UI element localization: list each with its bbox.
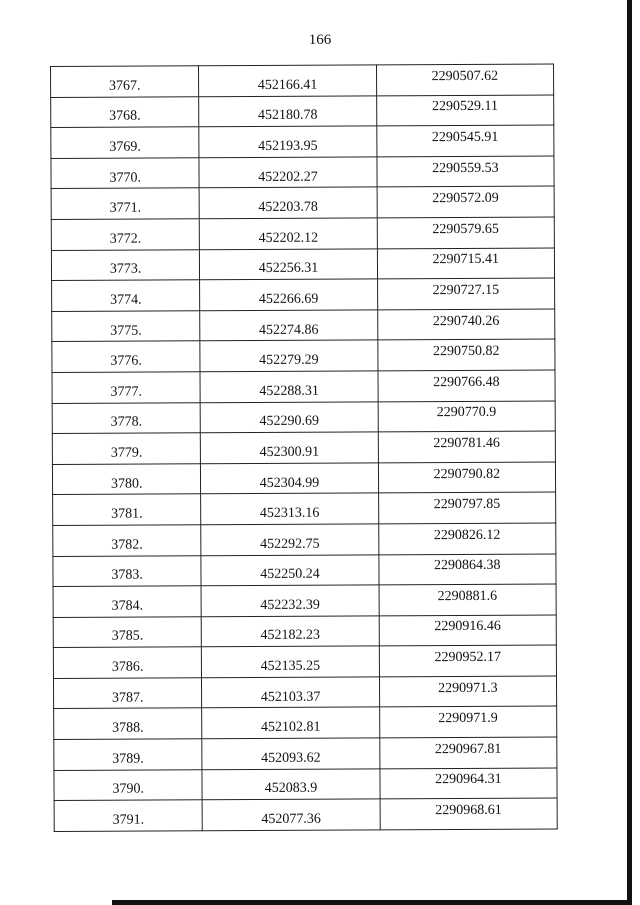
x-coordinate-cell-text: 452135.25 xyxy=(260,658,321,675)
x-coordinate-cell-text: 452304.99 xyxy=(259,475,320,491)
point-number-cell xyxy=(52,463,200,494)
x-coordinate-cell xyxy=(200,401,377,432)
y-coordinate-cell xyxy=(376,64,554,95)
table-row xyxy=(52,401,555,434)
x-coordinate-cell xyxy=(199,157,376,188)
page-number: 166 xyxy=(308,32,332,48)
y-coordinate-cell-text: 2290968.61 xyxy=(435,802,502,819)
point-number-cell-text: 3778. xyxy=(110,414,143,431)
point-number-cell xyxy=(52,280,200,311)
point-number-cell xyxy=(51,188,199,219)
point-number-cell xyxy=(53,647,201,678)
point-number-cell-text: 3768. xyxy=(109,108,141,125)
table-row xyxy=(54,768,557,801)
x-coordinate-cell-text: 452250.24 xyxy=(260,566,320,583)
table-row xyxy=(51,217,554,250)
y-coordinate-cell xyxy=(379,676,557,707)
coordinates-table-body xyxy=(51,64,558,831)
y-coordinate-cell-text: 2290715.41 xyxy=(432,252,500,268)
y-coordinate-cell xyxy=(377,309,555,340)
point-number-cell-text: 3774. xyxy=(110,292,142,308)
x-coordinate-cell xyxy=(201,524,378,555)
x-coordinate-cell-text: 452166.41 xyxy=(257,77,318,93)
table-row xyxy=(54,707,557,740)
y-coordinate-cell xyxy=(376,125,554,156)
table-row xyxy=(51,186,554,219)
y-coordinate-cell-text: 2290766.48 xyxy=(433,374,500,390)
point-number-cell-text: 3769. xyxy=(109,139,141,155)
point-number-cell xyxy=(52,402,200,433)
x-coordinate-cell xyxy=(202,769,379,800)
table-row xyxy=(51,125,554,158)
y-coordinate-cell xyxy=(378,462,556,493)
point-number-cell xyxy=(51,249,199,280)
point-number-cell-text: 3773. xyxy=(109,261,142,278)
y-coordinate-cell xyxy=(380,798,558,829)
x-coordinate-cell-text: 452292.75 xyxy=(260,536,320,552)
point-number-cell-text: 3779. xyxy=(110,445,143,461)
point-number-cell xyxy=(51,127,199,158)
point-number-cell xyxy=(53,678,201,709)
point-number-cell-text: 3767. xyxy=(108,78,141,94)
x-coordinate-cell-text: 452093.62 xyxy=(261,750,321,766)
x-coordinate-cell-text: 452300.91 xyxy=(259,444,320,460)
table-row xyxy=(53,584,556,617)
x-coordinate-cell xyxy=(200,279,377,310)
point-number-cell-text: 3781. xyxy=(111,506,143,522)
page-border-bottom xyxy=(112,900,632,905)
y-coordinate-cell xyxy=(378,370,556,401)
x-coordinate-cell xyxy=(200,340,377,371)
y-coordinate-cell-text: 2290507.62 xyxy=(431,68,499,84)
x-coordinate-cell xyxy=(201,432,378,463)
y-coordinate-cell-text: 2290781.46 xyxy=(433,435,500,452)
table-row xyxy=(52,278,555,311)
table-row xyxy=(54,798,557,831)
x-coordinate-cell xyxy=(200,248,377,279)
y-coordinate-cell xyxy=(379,554,557,585)
y-coordinate-cell-text: 2290770.9 xyxy=(436,405,497,421)
x-coordinate-cell xyxy=(200,218,377,249)
point-number-cell xyxy=(53,616,201,647)
x-coordinate-cell xyxy=(199,126,376,157)
point-number-cell xyxy=(52,311,200,342)
table-row xyxy=(53,523,556,556)
y-coordinate-cell-text: 2290952.17 xyxy=(434,649,501,666)
y-coordinate-cell-text: 2290964.31 xyxy=(435,772,502,788)
x-coordinate-cell-text: 452266.69 xyxy=(258,291,319,307)
table-row xyxy=(53,676,556,709)
x-coordinate-cell-text: 452180.78 xyxy=(257,108,318,124)
x-coordinate-cell xyxy=(201,493,378,524)
y-coordinate-cell-text: 2290559.53 xyxy=(432,160,499,176)
table-row xyxy=(51,248,554,281)
x-coordinate-cell xyxy=(202,616,379,647)
point-number-cell xyxy=(52,372,200,403)
point-number-cell xyxy=(51,96,199,127)
y-coordinate-cell xyxy=(380,768,558,799)
point-number-cell xyxy=(52,433,200,464)
y-coordinate-cell xyxy=(379,645,557,676)
point-number-cell xyxy=(54,769,202,800)
point-number-cell xyxy=(53,494,201,525)
y-coordinate-cell xyxy=(377,156,555,187)
x-coordinate-cell xyxy=(201,554,378,585)
x-coordinate-cell xyxy=(199,187,376,218)
x-coordinate-cell-text: 452193.95 xyxy=(258,138,318,154)
point-number-cell-text: 3787. xyxy=(111,690,144,706)
point-number-cell-text: 3783. xyxy=(111,567,143,584)
table-row xyxy=(53,615,556,648)
y-coordinate-cell-text: 2290740.26 xyxy=(432,313,500,329)
x-coordinate-cell xyxy=(199,65,376,96)
point-number-cell-text: 3786. xyxy=(111,659,144,675)
table-row xyxy=(52,462,555,495)
table-row xyxy=(54,737,557,770)
y-coordinate-cell xyxy=(379,584,557,615)
point-number-cell-text: 3770. xyxy=(109,170,141,186)
x-coordinate-cell xyxy=(202,738,379,769)
point-number-cell xyxy=(54,800,202,831)
y-coordinate-cell-text: 2290971.3 xyxy=(438,680,498,696)
table-row xyxy=(51,156,554,189)
y-coordinate-cell-text: 2290826.12 xyxy=(433,527,501,543)
point-number-cell-text: 3776. xyxy=(110,353,142,369)
x-coordinate-cell-text: 452102.81 xyxy=(260,719,321,736)
table-row xyxy=(51,95,554,128)
y-coordinate-cell xyxy=(379,737,557,768)
x-coordinate-cell-text: 452182.23 xyxy=(260,628,321,644)
y-coordinate-cell xyxy=(377,248,555,279)
table-row xyxy=(53,645,556,678)
point-number-cell-text: 3789. xyxy=(112,751,144,767)
y-coordinate-cell xyxy=(378,431,556,462)
table-row xyxy=(53,554,556,587)
point-number-cell-text: 3790. xyxy=(112,782,144,798)
point-number-cell xyxy=(54,739,202,770)
point-number-cell-text: 3777. xyxy=(110,384,143,400)
x-coordinate-cell-text: 452202.12 xyxy=(258,230,319,246)
y-coordinate-cell-text: 2290967.81 xyxy=(434,741,502,757)
table-row xyxy=(52,370,555,403)
point-number-cell xyxy=(51,219,199,250)
y-coordinate-cell-text: 2290750.82 xyxy=(432,343,500,360)
y-coordinate-cell xyxy=(376,95,554,126)
x-coordinate-cell-text: 452313.16 xyxy=(259,505,320,522)
point-number-cell xyxy=(54,708,202,739)
y-coordinate-cell xyxy=(378,401,556,432)
x-coordinate-cell-text: 452279.29 xyxy=(259,352,319,369)
point-number-cell xyxy=(53,555,201,586)
y-coordinate-cell xyxy=(377,186,555,217)
table-row xyxy=(52,309,555,342)
x-coordinate-cell xyxy=(202,646,379,677)
point-number-cell-text: 3775. xyxy=(110,323,142,339)
y-coordinate-cell-text: 2290579.65 xyxy=(432,221,499,237)
x-coordinate-cell xyxy=(199,95,376,126)
y-coordinate-cell xyxy=(378,523,556,554)
point-number-cell-text: 3788. xyxy=(112,720,144,736)
point-number-cell-text: 3771. xyxy=(109,200,142,216)
point-number-cell-text: 3784. xyxy=(111,598,144,614)
y-coordinate-cell-text: 2290916.46 xyxy=(434,619,501,635)
x-coordinate-cell-text: 452103.37 xyxy=(260,689,321,705)
point-number-cell xyxy=(52,341,200,372)
y-coordinate-cell xyxy=(379,615,557,646)
table-row xyxy=(52,431,555,464)
y-coordinate-cell-text: 2290971.9 xyxy=(438,711,498,727)
y-coordinate-cell xyxy=(377,217,555,248)
point-number-cell-text: 3782. xyxy=(111,537,143,553)
y-coordinate-cell-text: 2290572.09 xyxy=(432,190,499,207)
page-border-right xyxy=(627,0,632,905)
x-coordinate-cell xyxy=(202,707,379,738)
x-coordinate-cell xyxy=(201,463,378,494)
table-row xyxy=(51,64,554,97)
y-coordinate-cell xyxy=(377,278,555,309)
table-row xyxy=(53,492,556,525)
x-coordinate-cell xyxy=(202,677,379,708)
point-number-cell xyxy=(51,66,199,97)
x-coordinate-cell-text: 452202.27 xyxy=(258,169,318,185)
y-coordinate-cell-text: 2290545.91 xyxy=(431,129,499,146)
x-coordinate-cell xyxy=(200,371,377,402)
x-coordinate-cell-text: 452288.31 xyxy=(259,383,319,399)
x-coordinate-cell xyxy=(201,585,378,616)
point-number-cell-text: 3772. xyxy=(109,231,142,247)
point-number-cell-text: 3785. xyxy=(111,629,144,645)
y-coordinate-cell-text: 2290881.6 xyxy=(437,588,498,605)
point-number-cell-text: 3780. xyxy=(110,476,143,492)
coordinates-table xyxy=(50,64,558,832)
y-coordinate-cell xyxy=(377,339,555,370)
point-number-cell xyxy=(51,158,199,189)
x-coordinate-cell-text: 452290.69 xyxy=(259,414,319,430)
table-row xyxy=(52,339,555,372)
point-number-cell xyxy=(53,525,201,556)
y-coordinate-cell xyxy=(379,707,557,738)
y-coordinate-cell xyxy=(378,492,556,523)
x-coordinate-cell-text: 452256.31 xyxy=(258,261,319,277)
x-coordinate-cell xyxy=(200,310,377,341)
x-coordinate-cell-text: 452083.9 xyxy=(264,781,318,797)
y-coordinate-cell-text: 2290864.38 xyxy=(433,558,501,574)
x-coordinate-cell-text: 452077.36 xyxy=(261,811,321,828)
x-coordinate-cell-text: 452203.78 xyxy=(258,199,318,216)
x-coordinate-cell-text: 452232.39 xyxy=(260,597,320,613)
y-coordinate-cell-text: 2290727.15 xyxy=(432,282,500,299)
y-coordinate-cell-text: 2290797.85 xyxy=(433,496,501,513)
x-coordinate-cell-text: 452274.86 xyxy=(258,322,319,338)
y-coordinate-cell-text: 2290529.11 xyxy=(431,99,499,115)
point-number-cell-text: 3791. xyxy=(112,812,145,828)
point-number-cell xyxy=(53,586,201,617)
y-coordinate-cell-text: 2290790.82 xyxy=(433,466,501,482)
x-coordinate-cell xyxy=(202,799,379,830)
